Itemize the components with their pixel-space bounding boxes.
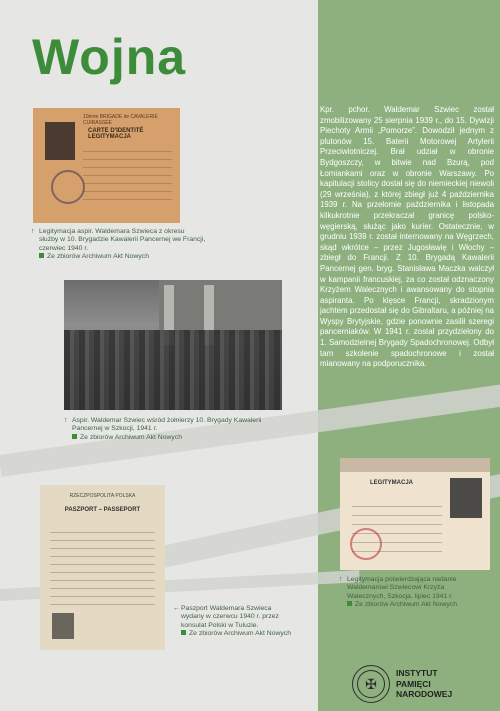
caption-line: Paszport Waldemara Szwieca	[181, 605, 272, 612]
caption-soldiers-photo	[64, 417, 287, 442]
portrait	[450, 478, 482, 518]
caption-source	[39, 253, 279, 261]
identity-card-photo	[33, 108, 180, 223]
caption-line: czerwiec 1940 r.	[39, 244, 89, 252]
cross-of-valour-card-photo	[340, 458, 490, 570]
passport-portrait	[52, 613, 74, 639]
caption-line: konsulat Polski w Tuluzie.	[181, 621, 259, 629]
passport-photo	[40, 485, 165, 650]
arrow-up-icon: ↑	[31, 228, 35, 235]
card-header: 10ème BRIGADE de CAVALERIE CUIRASSÉE	[83, 114, 158, 126]
caption-line: wydany w czerwcu 1940 r. przez	[181, 613, 279, 621]
caption-passport	[173, 605, 319, 638]
caption-line: Legitymacja potwierdzająca nadanie	[347, 576, 457, 583]
stamp	[350, 528, 382, 560]
caption-source	[347, 601, 495, 609]
institution-name	[396, 668, 452, 700]
caption-line: Waldemarowi Szwiecowi Krzyża	[347, 584, 445, 592]
passport-header: RZECZPOSPOLITA POLSKA	[69, 493, 136, 499]
building	[159, 280, 282, 335]
square-bullet-icon	[39, 253, 44, 258]
caption-line: służby w 10. Brygadzie Kawalerii Pancernej we Francji,	[39, 236, 206, 244]
arrow-up-icon: ↑	[64, 417, 68, 424]
source-text: Ze zbiorów Archiwum Akt Nowych	[80, 433, 182, 441]
card-label: CARTE D'IDENTITÉ LEGITYMACJA	[88, 128, 144, 140]
caption-line: Aspir. Waldemar Szwiec wśród żołnierzy 10. Brygady Kawalerii	[72, 417, 262, 424]
page-title: Wojna	[32, 29, 187, 85]
caption-source	[72, 434, 287, 442]
caption-line: Pancernej w Szkocji, 1941 r.	[72, 425, 158, 433]
source-text: Ze zbiorów Archiwum Akt Nowych	[355, 600, 457, 608]
square-bullet-icon	[347, 601, 352, 606]
logo-line: NARODOWEJ	[396, 689, 453, 699]
passport-label: PASZPORT – PASSEPORT	[64, 507, 141, 513]
square-bullet-icon	[181, 630, 186, 635]
card-top-band	[340, 458, 490, 472]
caption-line: Legitymacja aspir. Waldemara Szwieca z okresu	[39, 228, 185, 235]
eagle-emblem-icon: ✠	[357, 670, 385, 698]
card-text-lines	[83, 144, 172, 204]
soldiers-photo	[64, 280, 282, 410]
caption-source	[181, 630, 319, 638]
caption-line: Walecznych, Szkocja, lipiec 1941 r.	[347, 592, 453, 600]
logo-line: PAMIĘCI	[396, 678, 431, 689]
source-text: Ze zbiorów Archiwum Akt Nowych	[47, 252, 149, 260]
square-bullet-icon	[72, 434, 77, 439]
logo-line: INSTYTUT	[396, 668, 438, 678]
caption-identity-card	[31, 228, 279, 261]
stamp	[51, 170, 85, 204]
portrait	[45, 122, 75, 160]
arrow-left-icon: ←	[173, 605, 180, 612]
ipn-logo-icon	[352, 665, 390, 703]
soldiers-group	[64, 330, 282, 410]
caption-cross-of-valour-card	[339, 576, 495, 609]
source-text: Ze zbiorów Archiwum Akt Nowych	[189, 629, 291, 637]
card-label: LEGITYMACJA	[370, 480, 414, 486]
passport-text-lines	[50, 525, 155, 605]
biography-text: Kpr. pchor. Waldemar Szwiec został zmobilizowany 25 sierpnia 1939 r., do 15. Dywizji Piechoty Armii „Pomorze”. Dowodził jednym z plutonów 15. Baterii Motorowej Artylerii Przeciwlotniczej. Brał udział w obronie Bydgoszczy, w bitwie nad Bzurą, pod Łomiankami oraz w obronie Warszawy. Po kapitulacji stolicy dostał się do niemieckiej niewoli (29 września), z której zbiegł już 4 października 1939 r. Na przełomie października i listopada kilkukrotnie przekraczał granicę polsko-węgierską, służąc jako kurier. Ostatecznie, w grudniu 1939 r. został internowany na Węgrzech, skąd wkrótce – przez Jugosławię i Włochy – zbiegł do Francji. Z 10. Brygadą Kawalerii Pancernej gen. bryg. Stanisława Maczka walczył w kampanii francuskiej, za co został odznaczony Krzyżem Walecznych i awansowany do stopnia aspiranta. Po klęsce Francji, skradzionym jachtem przedostał się do Gibraltaru, a później na Wyspy Brytyjskie, gdzie ponownie zasilił szeregi pancerniaków. W 1941 r. został przydzielony do 1. Samodzielnej Brygady Spadochronowej. Odbył tam szkolenie spadochronowe i został mianowany na podporucznika.	[320, 105, 494, 369]
arrow-up-icon: ↑	[339, 576, 343, 583]
